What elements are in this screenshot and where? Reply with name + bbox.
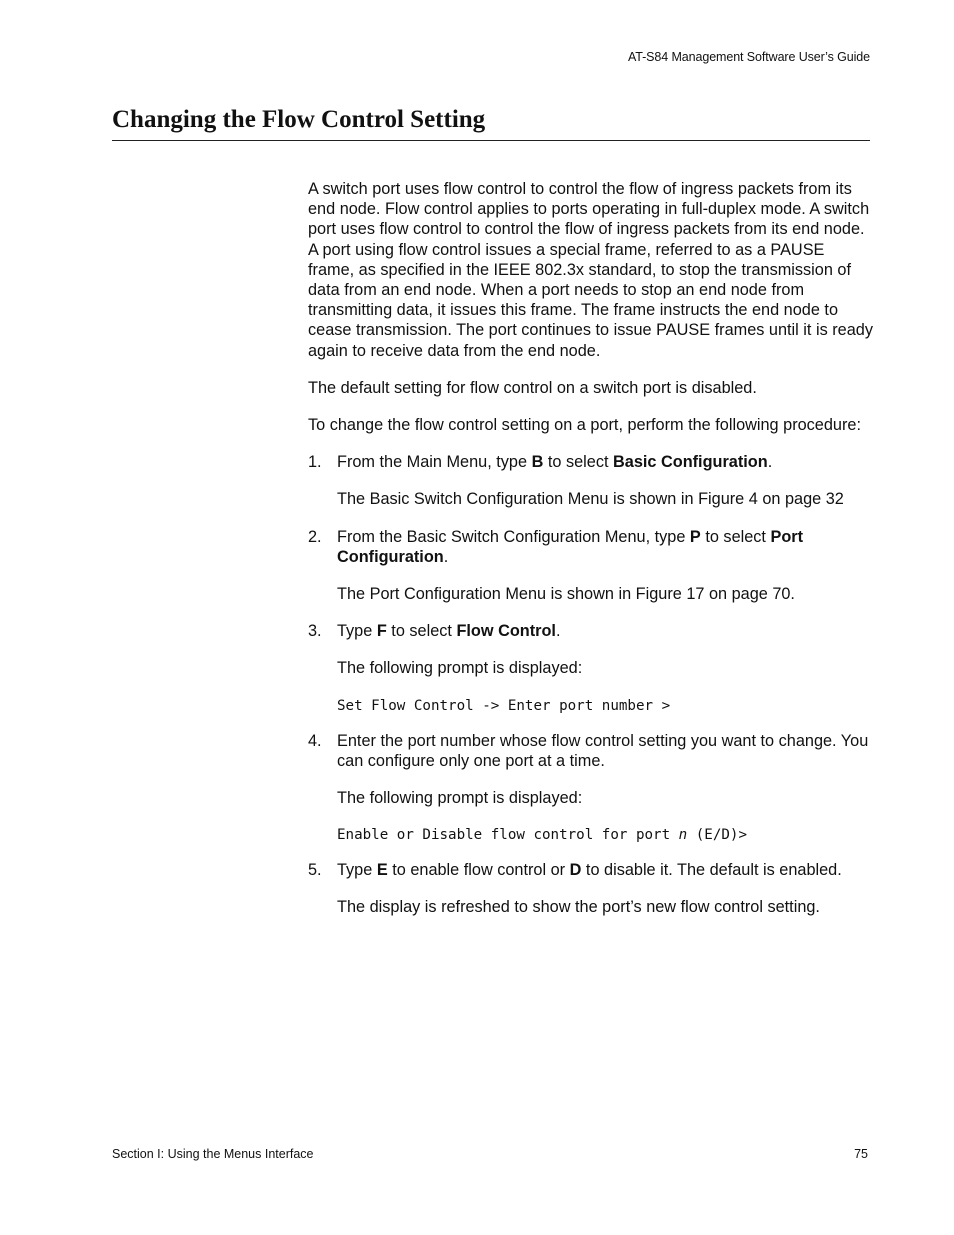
step-2 (308, 527, 874, 605)
menu-key: B (531, 453, 544, 472)
step-3 (308, 621, 874, 715)
procedure-intro-paragraph: To change the flow control setting on a port, perform the following procedure: (308, 416, 861, 435)
default-setting-paragraph: The default setting for flow control on a switch port is disabled. (308, 378, 757, 397)
step-number: 1. (308, 453, 322, 472)
menu-target: Basic Configuration (613, 453, 768, 472)
step-instruction: From the Basic Switch Configuration Menu, type P to select Port Configuration. (337, 527, 804, 566)
page-title: Changing the Flow Control Setting (112, 106, 486, 133)
intro-paragraph: A switch port uses flow control to control the flow of ingress packets from its end node. Flow control applies to ports operating in full-duplex mode. A switch port uses flow control to control the flow of ingress packets from its end node. A port using flow control issues a special frame, referred to as a PAUSE frame, as specified in the IEEE 802.3x standard, to stop the transmission of data from an end node. When a port needs to stop an end node from transmitting data, it issues this frame. The frame instructs the end node to cease transmission. The port continues to issue PAUSE frames until it is ready again to receive data from the end node. (308, 180, 873, 360)
port-variable: n (678, 827, 688, 844)
disable-key: D (569, 861, 582, 880)
title-rule (112, 140, 870, 141)
step-instruction: Type E to enable flow control or D to disable it. The default is enabled. (337, 861, 842, 880)
command-prompt: Enable or Disable flow control for port n (E/D)> (337, 827, 748, 844)
step-number: 5. (308, 861, 322, 880)
command-prompt: Set Flow Control -> Enter port number > (337, 697, 671, 714)
menu-target: Flow Control (456, 622, 556, 641)
footer-page-number: 75 (854, 1147, 868, 1161)
step-instruction: Enter the port number whose flow control setting you want to change. You can configure only one port at a time. (337, 731, 869, 770)
step-instruction: Type F to select Flow Control. (337, 622, 561, 641)
step-note: The display is refreshed to show the port’s new flow control setting. (337, 898, 820, 917)
menu-target: Port Configuration (337, 527, 804, 566)
enable-key: E (376, 861, 388, 880)
step-4 (308, 731, 874, 846)
step-note: The Port Configuration Menu is shown in Figure 17 on page 70. (337, 585, 795, 604)
step-1 (308, 452, 874, 509)
body-content (308, 179, 874, 935)
step-number: 2. (308, 527, 322, 546)
step-number: 3. (308, 622, 322, 641)
step-instruction: From the Main Menu, type B to select Basic Configuration. (337, 453, 773, 472)
step-note: The Basic Switch Configuration Menu is shown in Figure 4 on page 32 (337, 490, 844, 509)
menu-key: P (689, 527, 701, 546)
procedure-steps (308, 452, 874, 917)
step-note: The following prompt is displayed: (337, 789, 583, 808)
step-number: 4. (308, 731, 322, 750)
running-header: AT-S84 Management Software User’s Guide (627, 50, 870, 64)
step-5 (308, 860, 874, 917)
footer-section-label: Section I: Using the Menus Interface (112, 1147, 314, 1161)
step-note: The following prompt is displayed: (337, 659, 583, 678)
menu-key: F (376, 622, 387, 641)
